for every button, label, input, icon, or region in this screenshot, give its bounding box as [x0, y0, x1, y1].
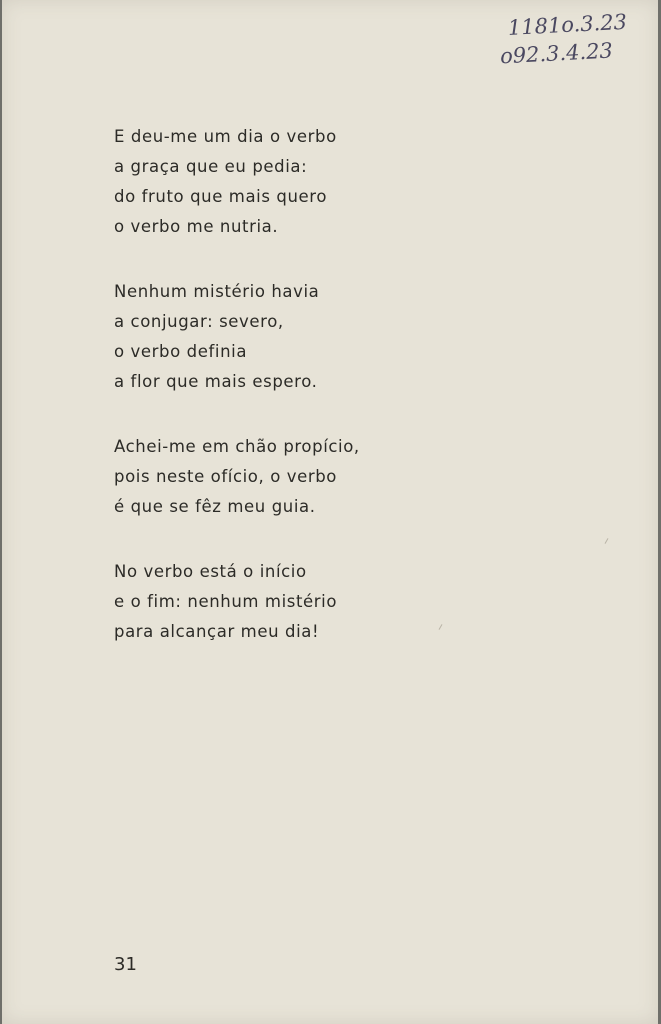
stanza [114, 557, 360, 647]
poem-line: No verbo está o início [114, 562, 307, 581]
paper-speck [605, 538, 609, 544]
page-number: 31 [114, 954, 137, 975]
poem-line: e o fim: nenhum mistério [114, 592, 338, 611]
poem-line: Nenhum mistério havia [114, 282, 320, 301]
poem-line: pois neste ofício, o verbo [114, 467, 338, 486]
shelfmark-ink [490, 8, 640, 68]
poem-line: para alcançar meu dia! [114, 622, 320, 641]
poem-line: Achei-me em chão propício, [114, 437, 360, 456]
stanza [114, 122, 360, 242]
book-page [2, 0, 658, 1024]
shelfmark-line-2: o92.3.4.23 [499, 38, 614, 68]
shelfmark-line-1: 1181o.3.23 [507, 9, 628, 40]
stanza [114, 277, 360, 397]
poem-line: é que se fêz meu guia. [114, 497, 316, 516]
poem-line: E deu-me um dia o verbo [114, 127, 337, 146]
handwritten-shelfmark [490, 8, 640, 68]
poem [114, 122, 360, 682]
paper-speck [439, 624, 443, 630]
stanza [114, 432, 360, 522]
poem-line: a conjugar: severo, [114, 312, 284, 331]
poem-line: do fruto que mais quero [114, 187, 328, 206]
poem-line: o verbo me nutria. [114, 217, 279, 236]
poem-line: a graça que eu pedia: [114, 157, 308, 176]
poem-line: a flor que mais espero. [114, 372, 318, 391]
poem-line: o verbo definia [114, 342, 248, 361]
